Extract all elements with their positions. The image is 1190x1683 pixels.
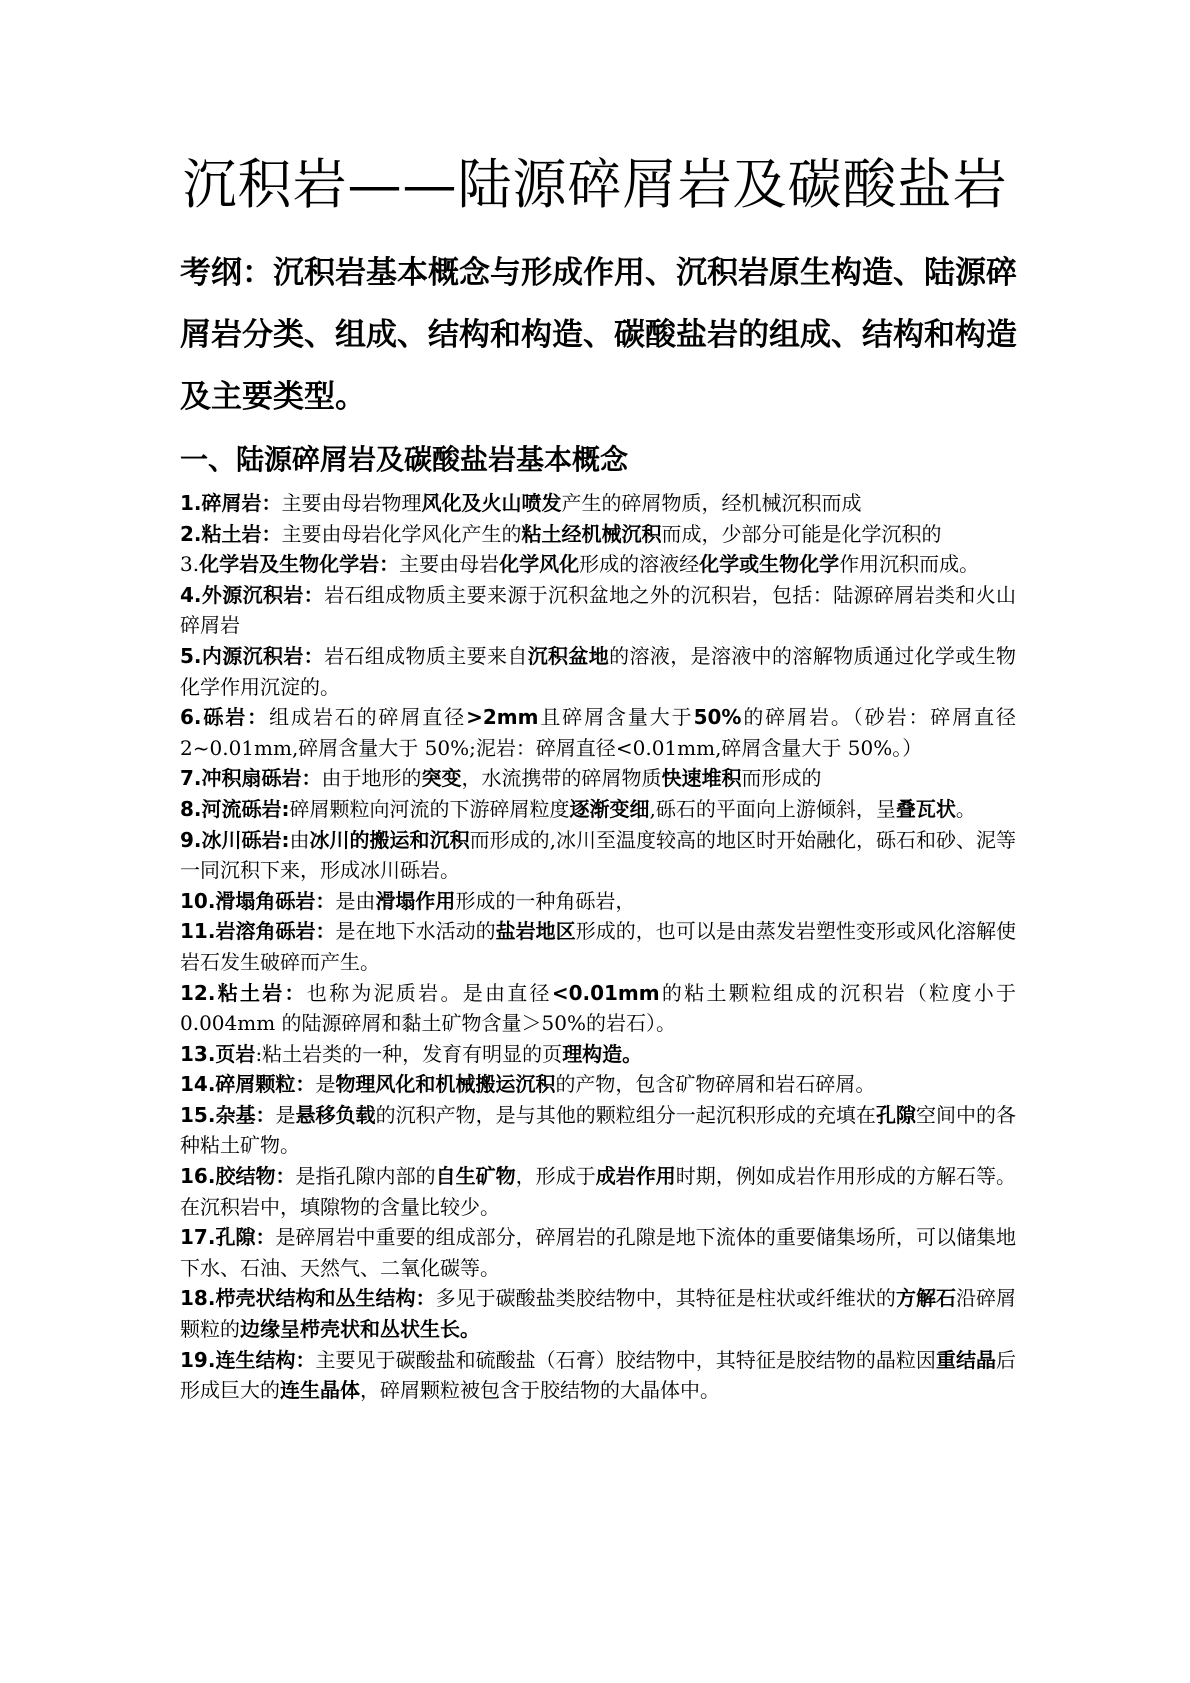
definition-item (180, 978, 1016, 1039)
definition-item (180, 702, 1016, 763)
definition-text: 的产物，包含矿物碎屑和岩石碎屑。 (555, 1072, 876, 1097)
definition-text: 作用沉积而成。 (839, 552, 980, 577)
definition-item (180, 794, 1016, 825)
definition-text: 时期，例如成岩作用形成的方解石等。在沉积岩中，填隙物的含量比较少。 (180, 1164, 1017, 1219)
definition-term: 5.内源沉积岩： (180, 643, 325, 668)
definition-term: 7.冲积扇砾岩： (180, 766, 322, 791)
definition-item (180, 1283, 1016, 1344)
definition-keyword: 物理风化和机械搬运沉积 (335, 1072, 556, 1097)
definition-item (180, 825, 1016, 886)
section-heading: 一、陆源碎屑岩及碳酸盐岩基本概念 (180, 443, 629, 476)
exam-outline: 考纲：沉积岩基本概念与形成作用、沉积岩原生构造、陆源碎屑岩分类、组成、结构和构造、碳酸盐岩的组成、结构和构造及主要类型。 (180, 255, 1017, 415)
definition-item (180, 488, 1016, 519)
definition-text: 形成的，也可以是由蒸发岩塑性变形或风化溶解使岩石发生破碎而产生。 (180, 919, 1017, 974)
definition-text: 主要由母岩 (399, 552, 500, 577)
definition-text: 碎屑颗粒向河流的下游碎屑粒度 (289, 796, 570, 821)
page-title: 沉积岩——陆源碎屑岩及碳酸盐岩 (182, 153, 1008, 216)
definition-keyword: 粘土经机械沉积 (521, 521, 662, 546)
definition-term: 14.碎屑颗粒： (180, 1072, 316, 1097)
definition-term: 8.河流砾岩: (180, 796, 290, 821)
definition-keyword: 重结晶 (935, 1347, 996, 1372)
definition-keyword: 悬移负载 (295, 1102, 376, 1127)
definition-keyword: 快速堆积 (661, 766, 742, 791)
definition-term: 10.滑塌角砾岩： (180, 888, 336, 913)
definition-text: ，水流携带的碎屑物质 (461, 766, 662, 791)
definition-term: 4.外源沉积岩： (180, 582, 325, 607)
definition-item (180, 580, 1016, 641)
definition-keyword: <0.01mm (551, 980, 660, 1005)
definition-item (180, 549, 1016, 580)
definition-text: 岩石组成物质主要来自 (324, 643, 528, 668)
definition-text: 而形成的 (741, 766, 822, 791)
definition-term: 2.粘土岩： (180, 521, 282, 546)
definition-text: ，碎屑颗粒被包含于胶结物的大晶体中。 (360, 1378, 720, 1403)
definition-keyword: 成岩作用 (595, 1164, 676, 1189)
definition-keyword: 理构造。 (562, 1041, 643, 1066)
definition-text: 。 (955, 796, 976, 821)
definition-text: 的粘土颗粒组成的沉积岩（粒度小于 0.004mm 的陆源碎屑和黏土矿物含量＞50%的岩石）。 (180, 980, 1017, 1036)
definition-term: 15.杂基： (180, 1102, 276, 1127)
definition-term: 13.页岩 (180, 1041, 256, 1066)
definition-text: ，形成于 (515, 1164, 596, 1189)
definition-text: 岩石组成物质主要来源于沉积盆地之外的沉积岩，包括：陆源碎屑岩类和火山碎屑岩 (180, 582, 1017, 638)
definition-text: 后形成巨大的 (180, 1347, 1016, 1403)
definition-text: 是在地下水活动的 (335, 919, 496, 944)
definition-term: 12.粘土岩： (180, 980, 307, 1005)
definition-text: 沿碎屑颗粒的 (180, 1286, 1017, 1342)
definition-keyword: 突变 (421, 766, 462, 791)
definition-text: 由于地形的 (321, 766, 422, 791)
definition-text: 是 (315, 1072, 336, 1097)
definition-item (180, 1345, 1016, 1406)
definition-text: 的溶液，是溶液中的溶解物质通过化学或生物化学作用沉淀的。 (180, 643, 1017, 699)
definition-text: 的沉积产物，是与其他的颗粒组分一起沉积形成的充填在 (375, 1102, 876, 1127)
definition-keyword: 风化及火山喷发 (421, 491, 562, 515)
definition-text: 产生的碎屑物质，经机械沉积而成 (561, 491, 862, 515)
definition-keyword: 盐岩地区 (495, 919, 576, 944)
definition-term: 9.冰川砾岩: (180, 827, 290, 852)
definition-text: 也称为泥质岩。是由直径 (306, 980, 552, 1005)
definition-item (180, 916, 1016, 977)
definition-keyword: 边缘呈栉壳状和丛状生长。 (240, 1317, 480, 1342)
definition-term: 18.栉壳状结构和丛生结构： (180, 1286, 436, 1311)
definition-keyword: 叠瓦状 (895, 796, 956, 821)
definition-text: 而成，少部分可能是化学沉积的 (661, 521, 942, 546)
definition-keyword: 化学风化 (499, 552, 580, 577)
definition-text: 且碎屑含量大于 (538, 705, 694, 730)
definition-keyword: >2mm (466, 705, 539, 730)
definition-number: 3. (180, 552, 200, 577)
definition-keyword: 逐渐变细 (569, 796, 650, 821)
definition-keyword: 滑塌作用 (375, 888, 456, 913)
definition-item (180, 519, 1016, 550)
definition-text: 是碎屑岩中重要的组成部分，碎屑岩的孔隙是地下流体的重要储集场所，可以储集地下水、石油、天然气、二氧化碳等。 (180, 1225, 1017, 1280)
definition-item (180, 886, 1016, 917)
definition-text: 主要由母岩物理 (281, 491, 422, 515)
definition-term: 1.碎屑岩： (180, 491, 282, 515)
definition-text: 多见于碳酸盐类胶结物中，其特征是柱状或纤维状的 (435, 1286, 896, 1311)
definition-term: 19.连生结构： (180, 1347, 316, 1372)
definition-text: 而形成的,冰川至温度较高的地区时开始融化，砾石和砂、泥等一同沉积下来，形成冰川砾岩。 (180, 827, 1017, 883)
definition-text: 是由 (335, 888, 376, 913)
definition-keyword: 孔隙 (875, 1102, 916, 1127)
definition-text: 是指孔隙内部的 (295, 1164, 436, 1189)
definition-term: 6.砾岩： (180, 705, 270, 730)
definition-term: 16.胶结物： (180, 1164, 296, 1189)
definition-item (180, 1222, 1016, 1283)
definition-text: :粘土岩类的一种，发育有明显的页 (255, 1041, 563, 1066)
definition-list (180, 488, 1016, 1406)
definition-text: 主要见于碳酸盐和硫酸盐（石膏）胶结物中，其特征是胶结物的晶粒因 (315, 1347, 936, 1372)
definition-text: 空间中的各种粘土矿物。 (180, 1102, 1017, 1158)
definition-keyword: 冰川的搬运和沉积 (309, 827, 470, 852)
definition-term: 11.岩溶角砾岩： (180, 919, 336, 944)
definition-item (180, 1069, 1016, 1100)
definition-text: ,砾石的平面向上游倾斜，呈 (649, 796, 896, 821)
definition-text: 组成岩石的碎屑直径 (269, 705, 467, 730)
definition-term: 17.孔隙： (180, 1225, 276, 1250)
definition-item (180, 1100, 1016, 1161)
definition-keyword: 沉积盆地 (527, 643, 610, 668)
definition-keyword: 自生矿物 (435, 1164, 516, 1189)
definition-item (180, 1161, 1016, 1222)
definition-keyword: 连生晶体 (280, 1378, 360, 1403)
definition-keyword: 方解石 (895, 1286, 956, 1311)
definition-text: 主要由母岩化学风化产生的 (281, 521, 522, 546)
definition-text: 是 (275, 1102, 296, 1127)
definition-item (180, 763, 1016, 794)
definition-text: 形成的一种角砾岩， (455, 888, 636, 913)
definition-text: 形成的溶液经 (579, 552, 700, 577)
definition-keyword: 化学或生物化学 (699, 552, 840, 577)
definition-text: 的碎屑岩。（砂岩：碎屑直径 2~0.01mm,碎屑含量大于 50%;泥岩：碎屑直径<0.01mm,碎屑含量大于 50%。） (180, 705, 1017, 760)
definition-term: 化学岩及生物化学岩： (199, 552, 400, 577)
definition-text: 由 (289, 827, 310, 852)
definition-item (180, 641, 1016, 702)
definition-item (180, 1039, 1016, 1070)
definition-keyword: 50% (693, 705, 742, 730)
